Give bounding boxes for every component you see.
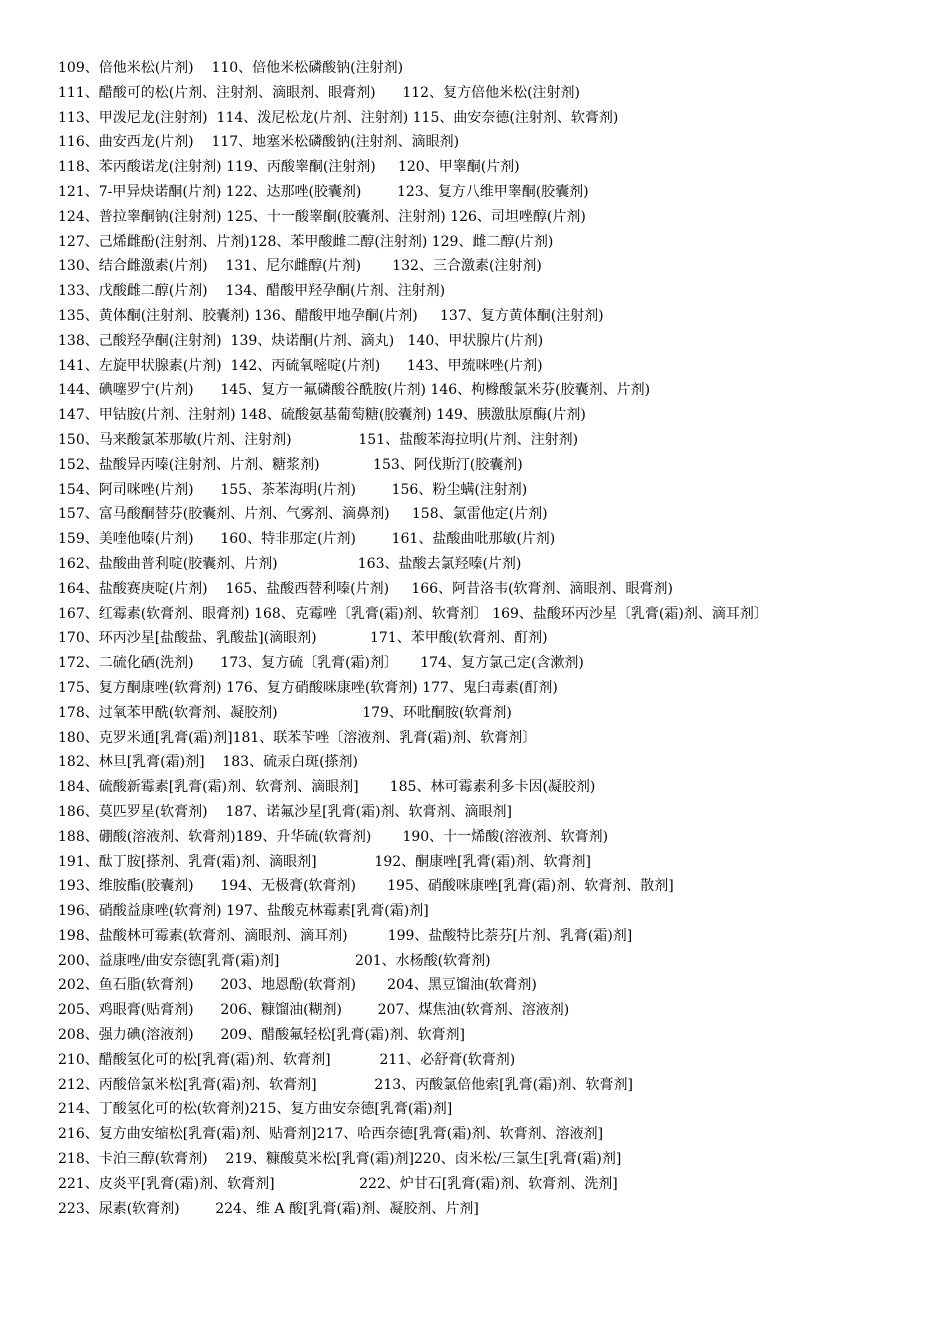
drug-list — [58, 56, 938, 1221]
drug-list-line: 223、尿素(软膏剂) 224、维 A 酸[乳膏(霜)剂、凝胶剂、片剂] — [58, 1200, 479, 1217]
drug-list-line: 121、7-甲异炔诺酮(片剂) 122、达那唑(胶囊剂) 123、复方八维甲睾酮(胶囊剂) — [58, 183, 589, 200]
drug-list-line: 188、硼酸(溶液剂、软膏剂)189、升华硫(软膏剂) 190、十一烯酸(溶液剂、软膏剂) — [58, 828, 609, 845]
drug-list-line: 186、莫匹罗星(软膏剂) 187、诺氟沙星[乳膏(霜)剂、软膏剂、滴眼剂] — [58, 803, 513, 820]
drug-list-line: 118、苯丙酸诺龙(注射剂) 119、丙酸睾酮(注射剂) 120、甲睾酮(片剂) — [58, 159, 520, 176]
drug-list-line: 116、曲安西龙(片剂) 117、地塞米松磷酸钠(注射剂、滴眼剂) — [58, 134, 460, 151]
drug-list-line: 193、维胺酯(胶囊剂) 194、无极膏(软膏剂) 195、硝酸咪康唑[乳膏(霜)剂、软膏剂、散剂] — [58, 878, 674, 895]
drug-list-line: 162、盐酸曲普利啶(胶囊剂、片剂) 163、盐酸去氯羟嗪(片剂) — [58, 555, 522, 572]
drug-list-line: 218、卡泊三醇(软膏剂) 219、糠酸莫米松[乳膏(霜)剂]220、卤米松/三氯生[乳膏(霜)剂] — [58, 1151, 622, 1168]
drug-list-line: 150、马来酸氯苯那敏(片剂、注射剂) 151、盐酸苯海拉明(片剂、注射剂) — [58, 431, 579, 448]
drug-list-line: 198、盐酸林可霉素(软膏剂、滴眼剂、滴耳剂) 199、盐酸特比萘芬[片剂、乳膏(霜)剂] — [58, 927, 633, 944]
drug-list-line: 133、戊酸雌二醇(片剂) 134、醋酸甲羟孕酮(片剂、注射剂) — [58, 283, 446, 300]
drug-list-line: 147、甲钴胺(片剂、注射剂) 148、硫酸氨基葡萄糖(胶囊剂) 149、胰激肽原酶(片剂) — [58, 407, 586, 424]
drug-list-line: 152、盐酸异丙嗪(注射剂、片剂、糖浆剂) 153、阿伐斯汀(胶囊剂) — [58, 456, 523, 473]
drug-list-line: 214、丁酸氢化可的松(软膏剂)215、复方曲安奈德[乳膏(霜)剂] — [58, 1101, 453, 1118]
drug-list-line: 196、硝酸益康唑(软膏剂) 197、盐酸克林霉素[乳膏(霜)剂] — [58, 903, 429, 920]
drug-list-line: 167、红霉素(软膏剂、眼膏剂) 168、克霉唑〔乳膏(霜)剂、软膏剂〕 169、盐酸环丙沙星〔乳膏(霜)剂、滴耳剂〕 — [58, 605, 768, 622]
drug-list-line: 191、酞丁胺[搽剂、乳膏(霜)剂、滴眼剂] 192、酮康唑[乳膏(霜)剂、软膏剂] — [58, 853, 591, 870]
drug-list-line: 184、硫酸新霉素[乳膏(霜)剂、软膏剂、滴眼剂] 185、林可霉素利多卡因(凝胶剂) — [58, 779, 596, 796]
drug-list-line: 221、皮炎平[乳膏(霜)剂、软膏剂] 222、炉甘石[乳膏(霜)剂、软膏剂、洗剂] — [58, 1175, 618, 1192]
drug-list-line: 144、碘噻罗宁(片剂) 145、复方一氟磷酸谷酰胺(片剂) 146、枸橼酸氯米芬(胶囊剂、片剂) — [58, 382, 651, 399]
drug-list-line: 170、环丙沙星[盐酸盐、乳酸盐](滴眼剂) 171、苯甲酸(软膏剂、酊剂) — [58, 630, 548, 647]
drug-list-line: 159、美喹他嗪(片剂) 160、特非那定(片剂) 161、盐酸曲吡那敏(片剂) — [58, 531, 556, 548]
drug-list-line: 154、阿司咪唑(片剂) 155、茶苯海明(片剂) 156、粉尘螨(注射剂) — [58, 481, 528, 498]
drug-list-line: 182、林旦[乳膏(霜)剂] 183、硫汞白斑(搽剂) — [58, 754, 359, 771]
drug-list-line: 175、复方酮康唑(软膏剂) 176、复方硝酸咪康唑(软膏剂) 177、鬼臼毒素(酊剂) — [58, 679, 558, 696]
drug-list-line: 135、黄体酮(注射剂、胶囊剂) 136、醋酸甲地孕酮(片剂) 137、复方黄体酮(注射剂) — [58, 307, 604, 324]
drug-list-line: 178、过氧苯甲酰(软膏剂、凝胶剂) 179、环吡酮胺(软膏剂) — [58, 704, 512, 721]
drug-list-line: 180、克罗米通[乳膏(霜)剂]181、联苯苄唑〔溶液剂、乳膏(霜)剂、软膏剂〕 — [58, 729, 537, 746]
drug-list-line: 205、鸡眼膏(贴膏剂) 206、糠馏油(糊剂) 207、煤焦油(软膏剂、溶液剂) — [58, 1002, 570, 1019]
drug-list-line: 212、丙酸倍氯米松[乳膏(霜)剂、软膏剂] 213、丙酸氯倍他索[乳膏(霜)剂、软膏剂] — [58, 1076, 633, 1093]
drug-list-line: 172、二硫化硒(洗剂) 173、复方硫〔乳膏(霜)剂〕 174、复方氯己定(含漱剂) — [58, 655, 584, 672]
drug-list-line: 113、甲泼尼龙(注射剂) 114、泼尼松龙(片剂、注射剂) 115、曲安奈德(注射剂、软膏剂) — [58, 109, 619, 126]
drug-list-line: 208、强力碘(溶液剂) 209、醋酸氟轻松[乳膏(霜)剂、软膏剂] — [58, 1027, 465, 1044]
drug-list-line: 157、富马酸酮替芬(胶囊剂、片剂、气雾剂、滴鼻剂) 158、氯雷他定(片剂) — [58, 506, 548, 523]
drug-list-line: 109、倍他米松(片剂) 110、倍他米松磷酸钠(注射剂) — [58, 60, 404, 76]
drug-list-line: 111、醋酸可的松(片剂、注射剂、滴眼剂、眼膏剂) 112、复方倍他米松(注射剂) — [58, 84, 580, 101]
drug-list-line: 200、益康唑/曲安奈德[乳膏(霜)剂] 201、水杨酸(软膏剂) — [58, 952, 491, 969]
drug-list-line: 124、普拉睾酮钠(注射剂) 125、十一酸睾酮(胶囊剂、注射剂) 126、司坦唑醇(片剂) — [58, 208, 586, 225]
drug-list-line: 216、复方曲安缩松[乳膏(霜)剂、贴膏剂]217、哈西奈德[乳膏(霜)剂、软膏剂、溶液剂] — [58, 1126, 604, 1143]
drug-list-line: 127、己烯雌酚(注射剂、片剂)128、苯甲酸雌二醇(注射剂) 129、雌二醇(片剂) — [58, 233, 554, 250]
drug-list-line: 141、左旋甲状腺素(片剂) 142、丙硫氧嘧啶(片剂) 143、甲巯咪唑(片剂) — [58, 357, 543, 374]
drug-list-line: 202、鱼石脂(软膏剂) 203、地恩酚(软膏剂) 204、黑豆馏油(软膏剂) — [58, 977, 537, 994]
drug-list-line: 138、己酸羟孕酮(注射剂) 139、炔诺酮(片剂、滴丸) 140、甲状腺片(片剂) — [58, 332, 544, 349]
drug-list-line: 130、结合雌激素(片剂) 131、尼尔雌醇(片剂) 132、三合激素(注射剂) — [58, 258, 542, 275]
drug-list-line: 210、醋酸氢化可的松[乳膏(霜)剂、软膏剂] 211、必舒膏(软膏剂) — [58, 1051, 516, 1068]
drug-list-line: 164、盐酸赛庚啶(片剂) 165、盐酸西替利嗪(片剂) 166、阿昔洛韦(软膏剂、滴眼剂、眼膏剂) — [58, 580, 673, 597]
